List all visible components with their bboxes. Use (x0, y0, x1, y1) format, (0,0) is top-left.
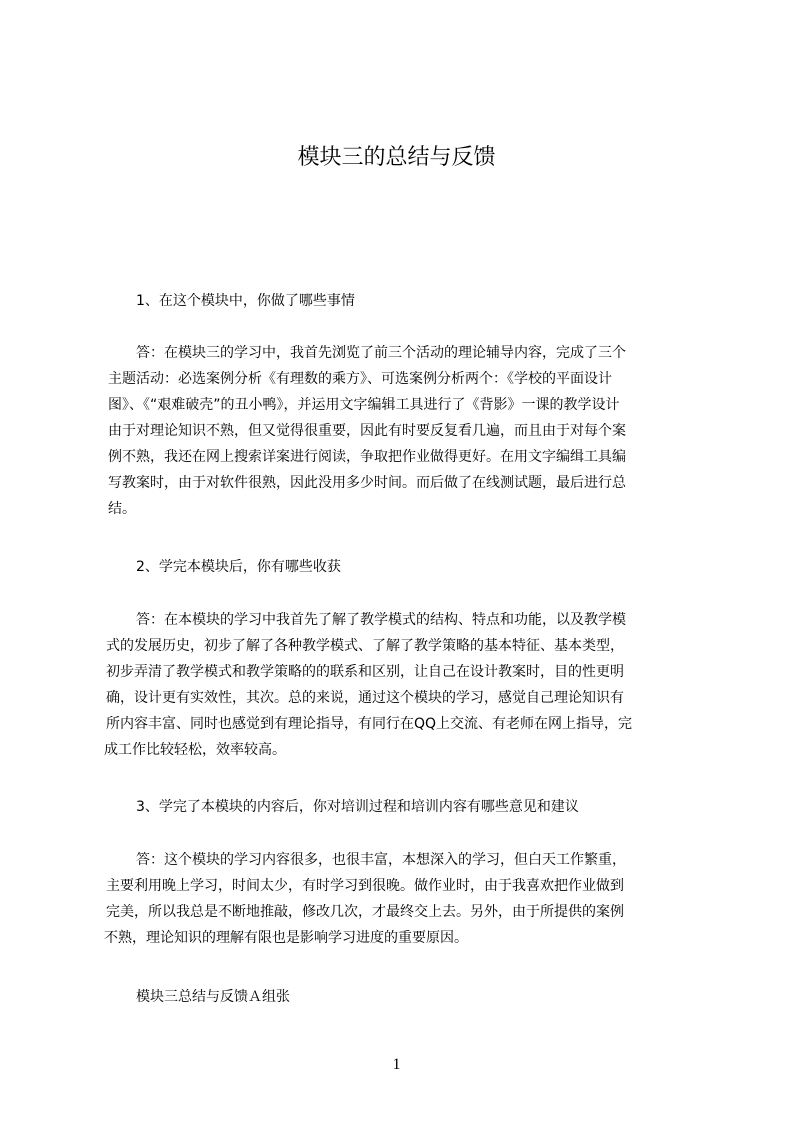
answer-2-line: 式的发展历史，初步了解了各种教学模式、了解了教学策略的基本特征、基本类型， (106, 638, 624, 654)
answer-3-line: 答：这个模块的学习内容很多，也很丰富，本想深入的学习，但白天工作繁重， (136, 852, 626, 868)
page-number: 1 (392, 1056, 401, 1073)
question-3: 3、学完了本模块的内容后，你对培训过程和培训内容有哪些意见和建议 (136, 799, 579, 815)
answer-2-line: 所内容丰富、同时也感觉到有理论指导，有同行在QQ上交流、有老师在网上指导，完 (106, 716, 633, 732)
question-2: 2、学完本模块后，你有哪些收获 (136, 559, 341, 575)
answer-1-line: 结。 (108, 501, 136, 517)
answer-1-line: 答：在模块三的学习中，我首先浏览了前三个活动的理论辅导内容，完成了三个 (136, 345, 626, 361)
answer-1-line: 主题活动：必选案例分析《有理数的乘方》、可选案例分析两个：《学校的平面设计 (108, 371, 612, 387)
document-title: 模块三的总结与反馈 (297, 145, 496, 170)
answer-1-line: 例不熟，我还在网上搜索详案进行阅读，争取把作业做得更好。在用文字编缉工具编 (108, 449, 626, 465)
answer-1-line: 写教案时，由于对软件很熟，因此没用多少时间。而后做了在线测试题，最后进行总 (108, 475, 626, 491)
answer-2-line: 答：在本模块的学习中我首先了解了教学模式的结构、特点和功能，以及教学模 (136, 612, 626, 628)
question-1: 1、在这个模块中，你做了哪些事情 (136, 293, 355, 309)
answer-3-line: 主要利用晚上学习，时间太少，有时学习到很晚。做作业时，由于我喜欢把作业做到 (106, 878, 624, 894)
answer-2-line: 成工作比较轻松，效率较高。 (104, 742, 286, 758)
answer-3-line: 不熟，理论知识的理解有限也是影响学习进度的重要原因。 (104, 930, 468, 946)
answer-1-line: 图》、《“艰难破壳”的丑小鸭》，并运用文字编辑工具进行了《背影》一课的教学设计 (108, 397, 620, 413)
answer-1-line: 由于对理论知识不熟，但又觉得很重要，因此有时要反复看几遍，而且由于对每个案 (108, 423, 626, 439)
answer-2-line: 初步弄清了教学模式和教学策略的的联系和区别，让自己在设计教案时，目的性更明 (106, 664, 624, 680)
answer-1 (100, 343, 700, 523)
answer-3 (100, 850, 700, 954)
answer-2-line: 确，设计更有实效性，其次。总的来说，通过这个模块的学习，感觉自己理论知识有 (106, 690, 624, 706)
footer-note: 模块三总结与反馈Ａ组张 (136, 989, 290, 1005)
answer-3-line: 完美，所以我总是不断地推敲，修改几次，才最终交上去。另外，由于所提供的案例 (106, 904, 624, 920)
answer-2 (100, 610, 700, 766)
